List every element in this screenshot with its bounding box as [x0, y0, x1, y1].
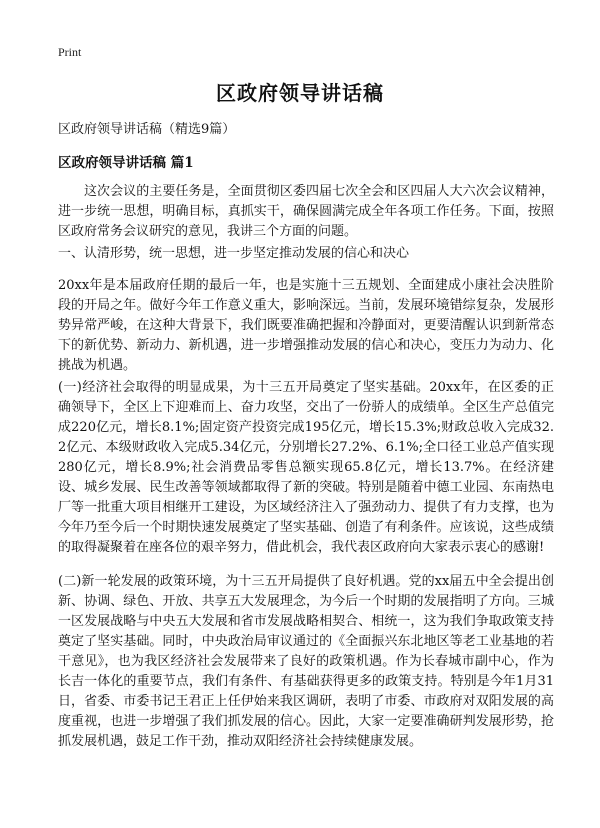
- paragraph-situation: 20xx年是本届政府任期的最后一年，也是实施十三五规划、全面建成小康社会决胜阶段的开局之年。做好今年工作意义重大，影响深远。当前，发展环境错综复杂，发展形势异常严峻，在这种大背景下，我们既要准确把握和冷静面对，更要清醒认识到新常态下的新优势、新动力、新机遇，进一步增强推动发展的信心和决心，变压力为动力、化挑战为机遇。: [58, 278, 554, 373]
- document-subtitle: 区政府领导讲话稿（精选9篇）: [58, 122, 236, 137]
- section-heading: 区政府领导讲话稿 篇1: [58, 155, 194, 171]
- paragraph-achievements: (一)经济社会取得的明显成果，为十三五开局奠定了坚实基础。20xx年，在区委的正确领导下，全区上下迎难而上、奋力攻坚，交出了一份骄人的成绩单。全区生产总值完成220亿元，增长8.1%;固定资产投资完成195亿元，增长15.3%;财政总收入完成32.2亿元、本级财政收入完成5.34亿元，分别增长27.2%、6.1%;全口径工业总产值实现280亿元，增长8.9%;社会消费品零售总额实现65.8亿元，增长13.7%。在经济建设、城乡发展、民生改善等领域都取得了新的突破。特别是随着中德工业园、东南热电厂等一批重大项目相继开工建设，为区域经济注入了强劲动力、提供了有力支撑，也为今年乃至今后一个时期快速发展奠定了坚实基础、创造了有利条件。应该说，这些成绩的取得凝聚着在座各位的艰辛努力，借此机会，我代表区政府向大家表示衷心的感谢!: [58, 380, 554, 555]
- paragraph-policy: (二)新一轮发展的政策环境，为十三五开局提供了良好机遇。党的xx届五中全会提出创新、协调、绿色、开放、共享五大发展理念，为今后一个时期的发展指明了方向。三城一区发展战略与中央五大发展和省市发展战略相契合、相统一，这为我们争取政策支持奠定了坚实基础。同时，中央政治局审议通过的《全面振兴东北地区等老工业基地的若干意见》，也为我区经济社会发展带来了良好的政策机遇。作为长春城市副中心，作为长吉一体化的重要节点，我们有条件、有基础获得更多的政策支持。特别是今年1月31日，省委、市委书记王君正上任伊始来我区调研，表明了市委、市政府对双阳发展的高度重视，也进一步增强了我们抓发展的信心。因此，大家一定要准确研判发展形势，抢抓发展机遇，鼓足工作干劲，推动双阳经济社会持续健康发展。: [58, 574, 554, 749]
- print-link[interactable]: Print: [58, 45, 82, 59]
- paragraph-intro: 这次会议的主要任务是，全面贯彻区委四届七次全会和区四届人大六次会议精神，进一步统一思想，明确目标，真抓实干，确保圆满完成全年各项工作任务。下面，按照区政府常务会议研究的意见，我讲三个方面的问题。: [58, 184, 554, 239]
- page-title: 区政府领导讲话稿: [216, 81, 384, 105]
- paragraph-heading-one: 一、认清形势，统一思想，进一步坚定推动发展的信心和决心: [58, 246, 410, 261]
